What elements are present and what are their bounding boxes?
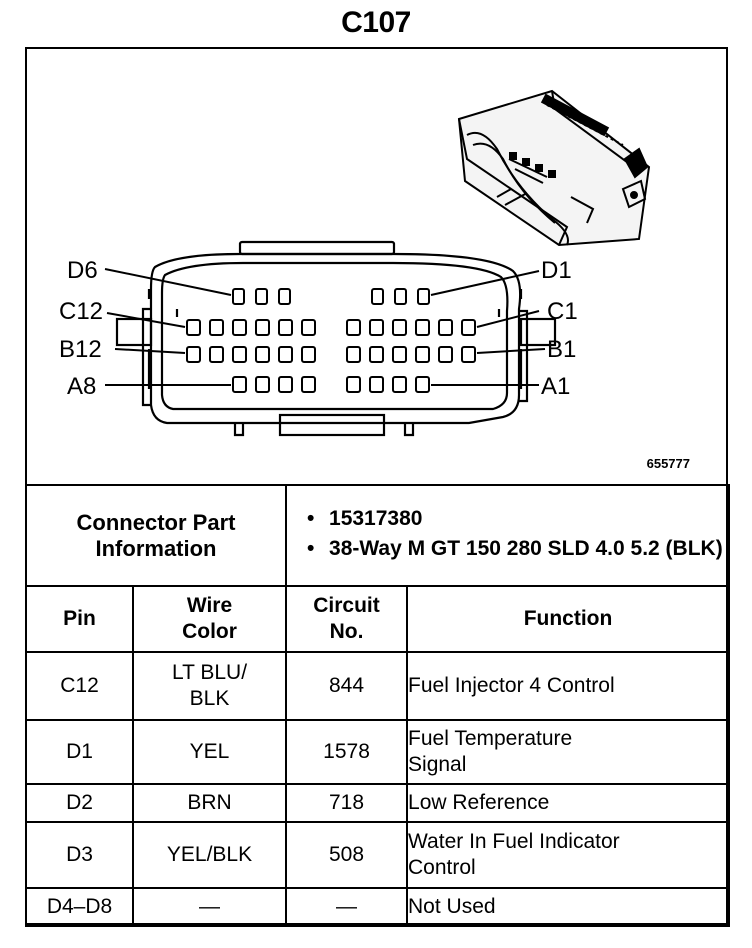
table-row	[26, 822, 729, 888]
part-description: • 38-Way M GT 150 280 SLD 4.0 5.2 (BLK)	[329, 536, 728, 562]
label-a1: A1	[541, 373, 571, 400]
connector-title: C107	[341, 6, 411, 39]
cell-function-text: Water In Fuel Indicator Control	[408, 830, 620, 879]
label-a8: A8	[67, 373, 97, 400]
figure-number: 655777	[646, 456, 690, 471]
header-wire-color-text: Wire Color	[182, 594, 237, 643]
cell-function: Low Reference	[407, 784, 729, 822]
part-info-row	[26, 485, 729, 586]
cell-function-text: Fuel Temperature Signal	[408, 727, 573, 776]
label-b1: B1	[547, 336, 577, 363]
cell-circuit: 718	[286, 784, 407, 822]
header-row	[26, 586, 729, 652]
label-d6: D6	[67, 257, 98, 284]
label-b12: B12	[59, 336, 102, 363]
cell-wire-color-text: LT BLU/ BLK	[171, 661, 248, 710]
cell-function: Not Used	[407, 888, 729, 926]
cell-pin: D2	[26, 784, 133, 822]
cell-wire-color: BRN	[133, 784, 286, 822]
pin-cavities	[187, 289, 475, 392]
label-c1: C1	[547, 298, 578, 325]
connector-info-table	[25, 484, 730, 927]
header-wire-color	[133, 586, 286, 652]
header-function: Function	[407, 586, 729, 652]
cell-pin: D4–D8	[26, 888, 133, 926]
cell-circuit: —	[286, 888, 407, 926]
cell-circuit: 844	[286, 652, 407, 720]
table-row	[26, 888, 729, 926]
connector-3d-illustration	[459, 91, 649, 245]
cell-wire-color: —	[133, 888, 286, 926]
connector-diagram	[27, 49, 726, 484]
cell-function	[407, 822, 729, 888]
label-c12: C12	[59, 298, 104, 325]
cell-function	[407, 720, 729, 784]
cell-function: Fuel Injector 4 Control	[407, 652, 729, 720]
cell-wire-color: YEL/BLK	[133, 822, 286, 888]
cell-circuit: 1578	[286, 720, 407, 784]
table-row	[26, 720, 729, 784]
pin-leader-lines	[105, 269, 545, 385]
table-row	[26, 784, 729, 822]
header-circuit-text: Circuit No.	[313, 594, 380, 643]
part-info-values	[286, 485, 729, 586]
cell-pin: C12	[26, 652, 133, 720]
cell-wire-color: YEL	[133, 720, 286, 784]
header-pin: Pin	[26, 586, 133, 652]
header-circuit	[286, 586, 407, 652]
cell-circuit: 508	[286, 822, 407, 888]
cell-pin: D3	[26, 822, 133, 888]
label-d1: D1	[541, 257, 572, 284]
connector-face-outline	[117, 242, 555, 435]
part-number: • 15317380	[329, 506, 728, 532]
part-info-label: Connector Part Information	[26, 485, 286, 586]
cell-pin: D1	[26, 720, 133, 784]
table-row	[26, 652, 729, 720]
cell-wire-color	[133, 652, 286, 720]
